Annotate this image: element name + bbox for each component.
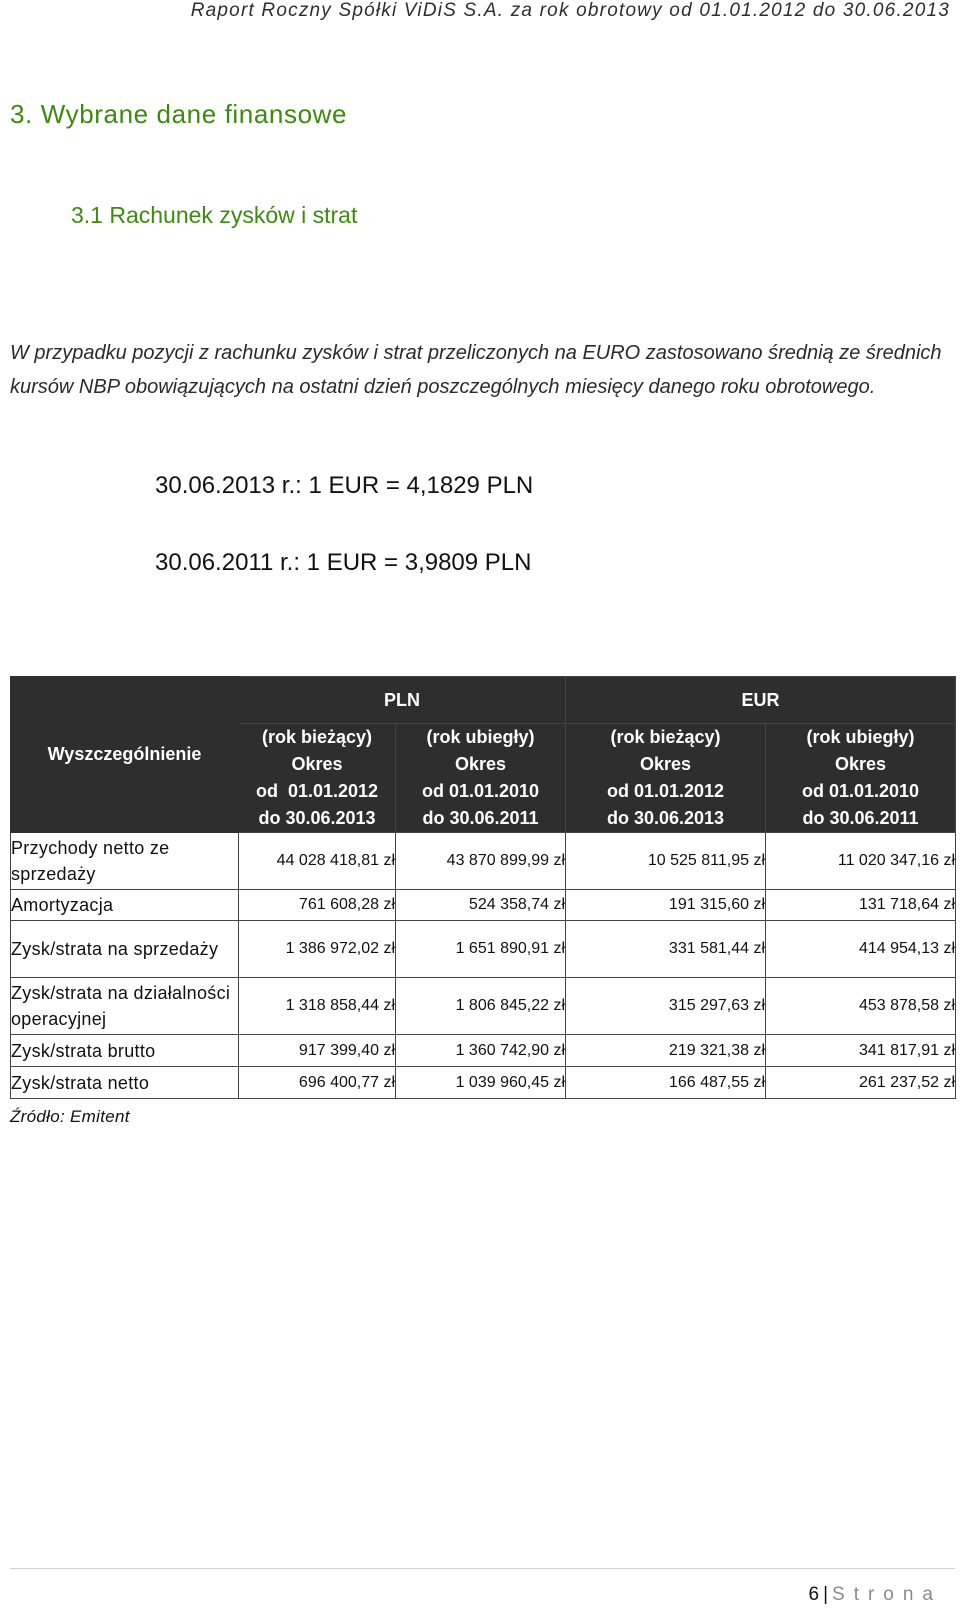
cell-value: 917 399,40 zł (239, 1035, 396, 1067)
period-from: od 01.01.2012 (255, 781, 379, 801)
page-number: 6 (808, 1584, 820, 1605)
page-word: Strona (832, 1584, 942, 1605)
table-row-operating-result (11, 978, 956, 1035)
cell-value: 414 954,13 zł (766, 921, 956, 978)
period-word: Okres (454, 754, 507, 774)
period-header-eur-previous (766, 724, 956, 833)
row-label: Zysk/strata na sprzedaży (11, 921, 239, 978)
exchange-rate-2011: 30.06.2011 r.: 1 EUR = 3,9809 PLN (155, 549, 532, 576)
row-label: Przychody netto ze sprzedaży (11, 833, 239, 890)
cell-value: 331 581,44 zł (566, 921, 766, 978)
cell-value: 1 806 845,22 zł (396, 978, 566, 1035)
cell-value: 315 297,63 zł (566, 978, 766, 1035)
running-header (0, 0, 960, 22)
period-from: od 01.01.2010 (801, 781, 920, 801)
period-to: do 30.06.2011 (422, 808, 539, 828)
period-header-pln-previous (396, 724, 566, 833)
exchange-rate-2013: 30.06.2013 r.: 1 EUR = 4,1829 PLN (155, 472, 534, 499)
cell-value: 1 039 960,45 zł (396, 1067, 566, 1099)
table-row-gross-result (11, 1035, 956, 1067)
cell-value: 166 487,55 zł (566, 1067, 766, 1099)
intro-paragraph: W przypadku pozycji z rachunku zysków i strat przeliczonych na EURO zastosowano średnią ze średnich kursów NBP obowiązujących na ostatni dzień poszczególnych miesięcy danego roku obrotowego. (10, 342, 942, 398)
table-row-sales-result (11, 921, 956, 978)
cell-value: 1 651 890,91 zł (396, 921, 566, 978)
period-from: od 01.01.2012 (606, 781, 725, 801)
footer-divider (10, 1568, 955, 1569)
cell-value: 191 315,60 zł (566, 890, 766, 921)
period-word: Okres (639, 754, 692, 774)
period-type: (rok ubiegły) (426, 727, 535, 747)
cell-value: 261 237,52 zł (766, 1067, 956, 1099)
cell-value: 524 358,74 zł (396, 890, 566, 921)
cell-value: 10 525 811,95 zł (566, 833, 766, 890)
currency-header-pln: PLN (239, 677, 566, 724)
table-row-net-result (11, 1067, 956, 1099)
period-from: od 01.01.2010 (421, 781, 540, 801)
subsection-title: 3.1 Rachunek zysków i strat (71, 202, 358, 228)
period-type: (rok bieżący) (261, 727, 373, 747)
footer-separator: | (823, 1584, 829, 1605)
cell-value: 11 020 347,16 zł (766, 833, 956, 890)
cell-value: 761 608,28 zł (239, 890, 396, 921)
currency-header-eur: EUR (566, 677, 956, 724)
cell-value: 696 400,77 zł (239, 1067, 396, 1099)
cell-value: 131 718,64 zł (766, 890, 956, 921)
period-to: do 30.06.2013 (258, 808, 376, 828)
page-footer (809, 1584, 943, 1606)
period-type: (rok bieżący) (610, 727, 721, 747)
cell-value: 453 878,58 zł (766, 978, 956, 1035)
source-note: Źródło: Emitent (10, 1107, 130, 1126)
cell-value: 219 321,38 zł (566, 1035, 766, 1067)
cell-value: 1 386 972,02 zł (239, 921, 396, 978)
period-word: Okres (834, 754, 887, 774)
row-label: Zysk/strata brutto (11, 1035, 239, 1067)
table-row-revenue (11, 833, 956, 890)
column-header-item: Wyszczególnienie (11, 677, 239, 833)
cell-value: 1 360 742,90 zł (396, 1035, 566, 1067)
cell-value: 341 817,91 zł (766, 1035, 956, 1067)
period-type: (rok ubiegły) (806, 727, 915, 747)
period-word: Okres (291, 754, 343, 774)
period-header-pln-current (239, 724, 396, 833)
row-label: Zysk/strata na działalności operacyjnej (11, 978, 239, 1035)
cell-value: 44 028 418,81 zł (239, 833, 396, 890)
income-statement-table (10, 676, 956, 1099)
section-title: 3. Wybrane dane finansowe (10, 99, 348, 129)
row-label: Zysk/strata netto (11, 1067, 239, 1099)
period-header-eur-current (566, 724, 766, 833)
cell-value: 43 870 899,99 zł (396, 833, 566, 890)
running-header-title: Raport Roczny Spółki ViDiS S.A. za rok obrotowy od 01.01.2012 do 30.06.2013 (190, 0, 950, 21)
row-label: Amortyzacja (11, 890, 239, 921)
period-to: do 30.06.2011 (802, 808, 919, 828)
period-to: do 30.06.2013 (606, 808, 725, 828)
table-row-depreciation (11, 890, 956, 921)
cell-value: 1 318 858,44 zł (239, 978, 396, 1035)
